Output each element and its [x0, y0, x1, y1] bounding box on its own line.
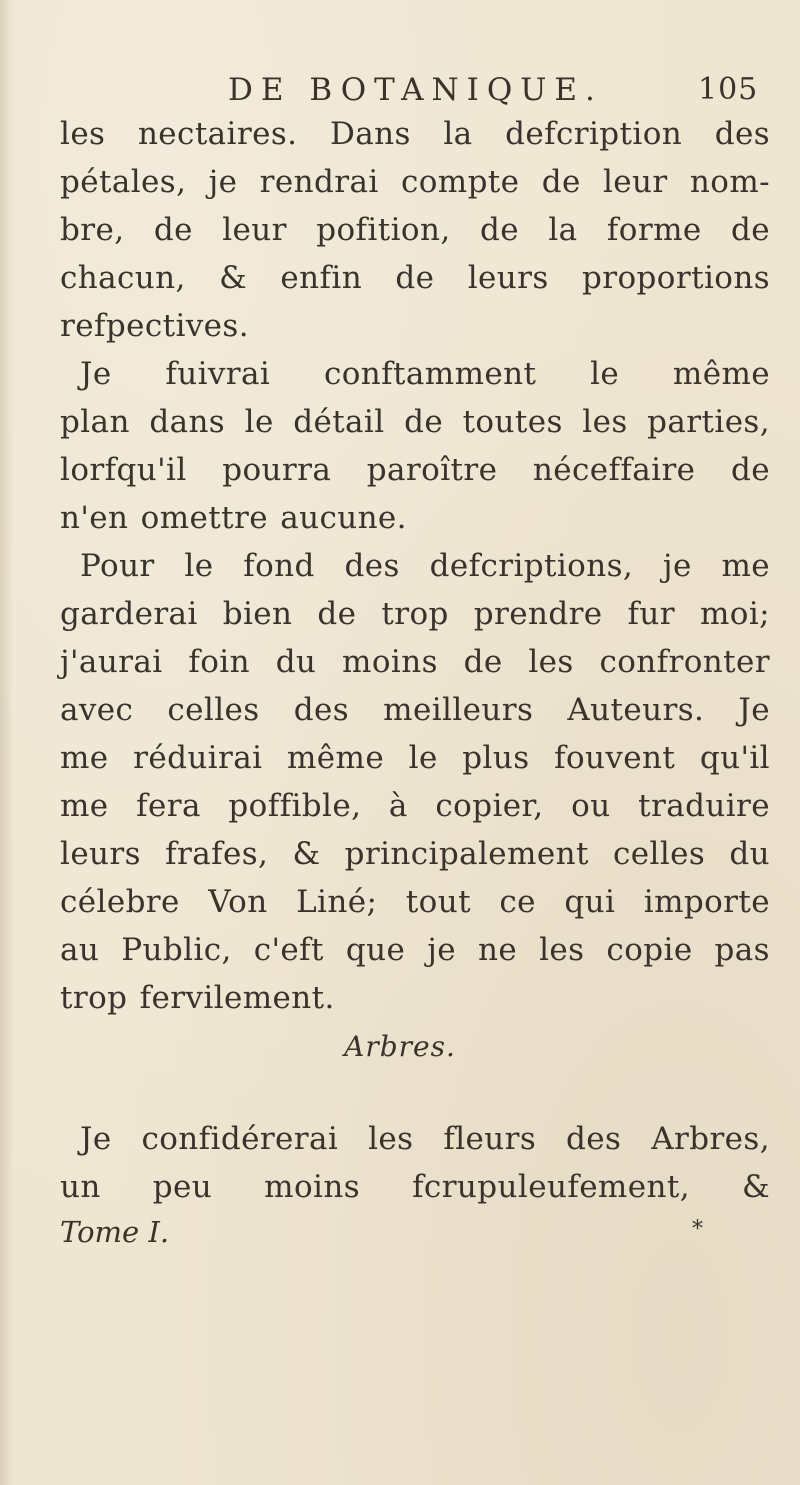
- volume-label: Tome I.: [60, 1215, 170, 1249]
- text-line: j'aurai foin du moins de les confronter: [60, 644, 770, 680]
- text-line: Je confidérerai les fleurs des Arbres,: [80, 1121, 770, 1157]
- text-line: un peu moins fcrupuleufement, &: [60, 1169, 770, 1205]
- text-line: plan dans le détail de toutes les parties,: [60, 404, 770, 440]
- page-number: 105: [698, 72, 759, 107]
- text-line: n'en omettre aucune.: [60, 500, 407, 536]
- text-line: me réduirai même le plus fouvent qu'il: [60, 740, 770, 776]
- text-line: avec celles des meilleurs Auteurs. Je: [60, 692, 770, 728]
- text-line: les nectaires. Dans la defcription des: [60, 116, 770, 152]
- text-line: chacun, & enfin de leurs proportions: [60, 260, 770, 296]
- text-line: Je fuivrai conftamment le même: [80, 356, 770, 392]
- text-line: me fera poffible, à copier, ou traduire: [60, 788, 770, 824]
- text-line: garderai bien de trop prendre fur moi;: [60, 596, 770, 632]
- running-head: DE BOTANIQUE.: [228, 72, 603, 108]
- section-text: [60, 1115, 770, 1211]
- text-line: au Public, c'eft que je ne les copie pas: [60, 932, 770, 968]
- text-line: célebre Von Liné; tout ce qui importe: [60, 884, 770, 920]
- main-text: [60, 110, 770, 1022]
- section-heading: Arbres.: [344, 1030, 456, 1063]
- page-footer: [60, 1215, 770, 1259]
- text-line: leurs frafes, & principalement celles du: [60, 836, 770, 872]
- text-line: refpectives.: [60, 308, 249, 344]
- signature-mark: *: [692, 1217, 703, 1242]
- text-line: trop fervilement.: [60, 980, 335, 1016]
- text-line: bre, de leur pofition, de la forme de: [60, 212, 770, 248]
- text-line: pétales, je rendrai compte de leur nom-: [60, 164, 770, 200]
- text-line: Pour le fond des defcriptions, je me: [80, 548, 770, 584]
- page-gutter-shadow: [0, 0, 14, 1485]
- text-line: lorfqu'il pourra paroître néceffaire de: [60, 452, 770, 488]
